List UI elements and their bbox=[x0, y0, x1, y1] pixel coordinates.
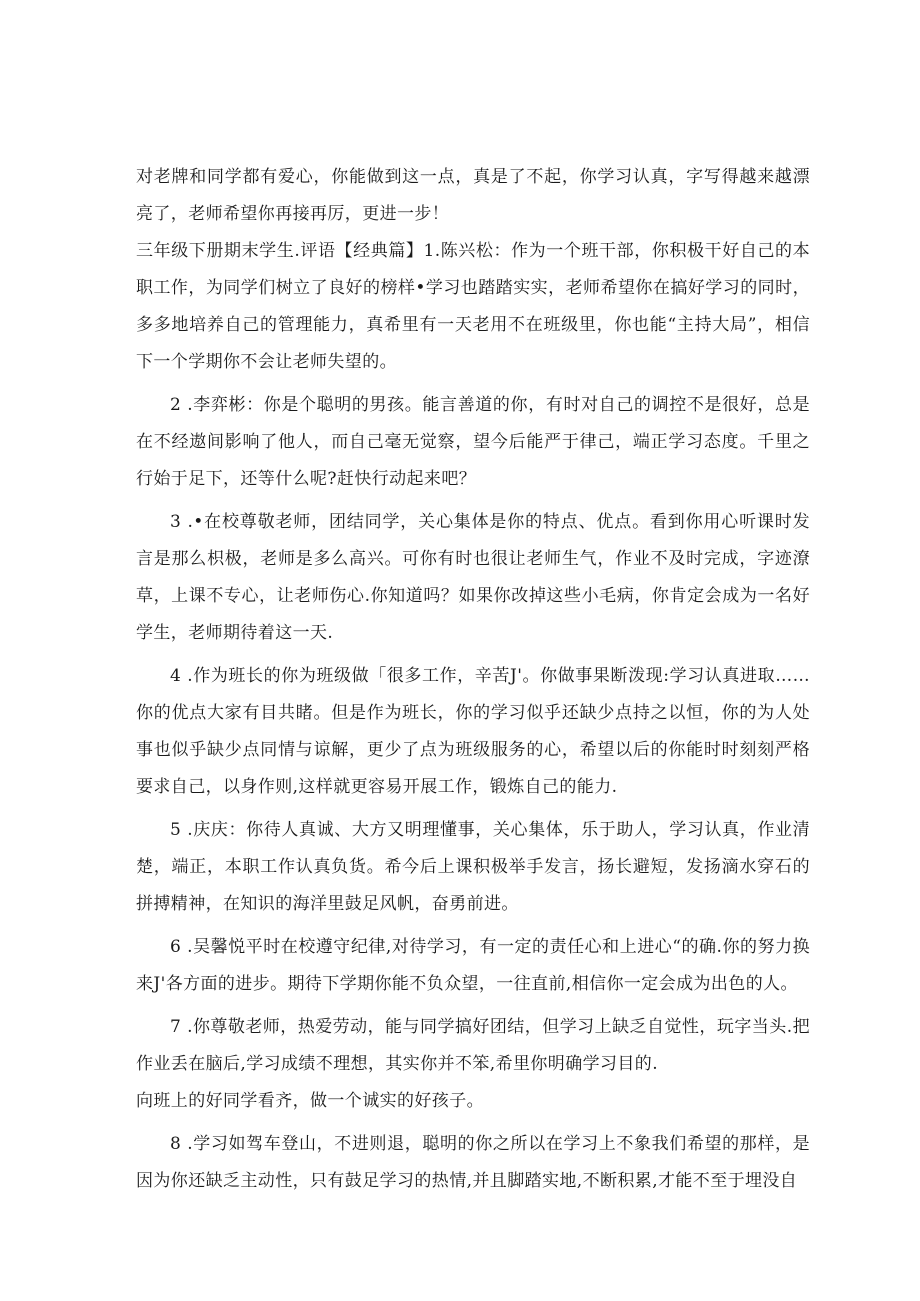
paragraph-item-7: 7 .你尊敬老师，热爱劳动，能与同学搞好团结，但学习上缺乏自觉性，玩字当头.把作业丢在脑后,学习成绩不理想，其实你并不笨,希里你明确学习目的. bbox=[136, 1017, 810, 1074]
paragraph-item-4: 4 .作为班长的你为班级做「很多工作，辛苦J'。你做事果断泼现:学习认真进取……你的优点大家有目共睹。但是作为班长，你的学习似乎还缺少点持之以恒，你的为人处事也似乎缺少点同情与谅解，更少了点为班级服务的心，希望以后的你能时时刻刻严格要求自己，以身作则,这样就更容易开展工作，锻炼自己的能力. bbox=[136, 666, 810, 797]
paragraph-item-2: 2 .李弈彬：你是个聪明的男孩。能言善道的你，有时对自己的调控不是很好，总是在不经遨间影响了他人，而自己毫无觉察，望今后能严于律己，端正学习态度。千里之行始于足下，还等什么呢?赶快行动起来吧？ bbox=[136, 395, 810, 489]
paragraph-item-7-continued: 向班上的好同学看齐，做一个诚实的好孩子。 bbox=[136, 1091, 484, 1111]
paragraph-item-3: 3 .•在校尊敬老师，团结同学，关心集体是你的特点、优点。看到你用心听课时发言是那么枳极，老师是多么高兴。可你有时也很让老师生气，作业不及时完成，字迹潦草，上课不专心，让老师伤心.你知道吗？如果你改掉这些小毛病，你肯定会成为一名好学生，老师期待着这一天. bbox=[136, 512, 810, 643]
paragraph-intro: 对老牌和同学都有爱心，你能做到这一点，真是了不起，你学习认真，字写得越来越漂亮了，老师希望你再接再厉，更进一步！ bbox=[136, 167, 810, 224]
paragraph-item-5: 5 .庆庆：你待人真诚、大方又明理懂事，关心集体，乐于助人，学习认真，作业清楚，端正，本职工作认真负货。希今后上课积极举手发言，扬长避短，发扬滴水穿石的拼搏精神，在知识的海洋里鼓足风帆，奋勇前进。 bbox=[136, 820, 810, 914]
paragraph-heading-item-1: 三年级下册期末学生.评语【经典篇】1.陈兴松：作为一个班干部，你积极干好自己的本职工作，为同学们树立了良好的榜样•学习也踏踏实实，老师希望你在搞好学习的同时，多多地培养自己的管理能力，真希里有一天老用不在班级里，你也能“主持大局”，相信下一个学期你不会让老师失望的。 bbox=[136, 241, 810, 372]
paragraph-item-8: 8 .学习如驾车登山，不进则退，聪明的你之所以在学习上不象我们希望的那样，是因为你还缺乏主动性，只有鼓足学习的热情,并且脚踏实地,不断积累,才能不至于埋没自 bbox=[136, 1134, 810, 1191]
paragraph-item-6: 6 .吴馨悦平时在校遵守纪律,对待学习，有一定的责任心和上进心“的确.你的努力换来J'各方面的进步。期待下学期你能不负众望，一往直前,相信你一定会成为出色的人。 bbox=[136, 937, 810, 994]
